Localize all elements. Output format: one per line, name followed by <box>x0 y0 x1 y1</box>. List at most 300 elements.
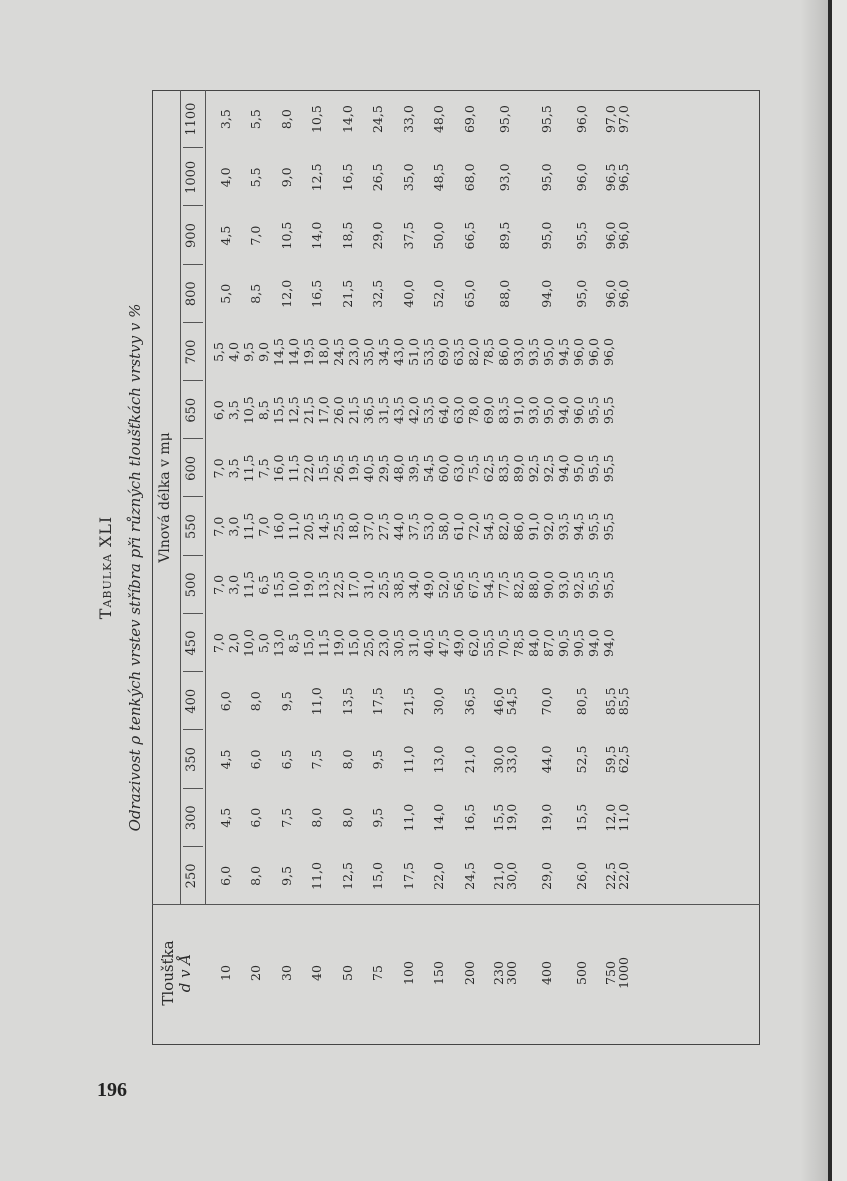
cell-value: 22,5 <box>602 861 618 890</box>
cell-value: 15,5 <box>574 803 589 832</box>
table-cell <box>595 789 639 847</box>
cell-value: 21,0 <box>461 745 477 774</box>
table-cell: 94,5 <box>571 512 586 541</box>
table-cell: 93,5 <box>556 512 571 541</box>
cell-value: 12,5 <box>339 861 355 890</box>
cell-value: 400 <box>539 961 554 985</box>
table-cell <box>454 672 485 730</box>
cell-value: 750 <box>602 961 618 985</box>
thickness-label <box>363 905 394 1041</box>
table-cell: 83,5 <box>496 454 511 483</box>
cell-value: 52,5 <box>574 745 589 774</box>
cell-value: 96,0 <box>615 221 631 250</box>
cell-value: 9,5 <box>278 691 294 712</box>
header-column-separator <box>183 497 203 498</box>
table-cell <box>241 672 272 730</box>
table-cell: 19,5 <box>346 454 361 483</box>
table-cell <box>454 730 485 788</box>
table-cell <box>454 90 485 148</box>
cell-value: 96,0 <box>574 105 589 134</box>
cell-value: 11,0 <box>309 687 325 716</box>
table-cell: 96,0 <box>571 338 586 366</box>
table-cell: 63,0 <box>451 454 466 483</box>
table-cell: 91,0 <box>511 396 526 425</box>
table-cell: 90,5 <box>556 629 571 657</box>
table-cell: 84,0 <box>526 629 541 657</box>
table-cell: 43,5 <box>391 396 406 425</box>
table-cell <box>485 730 525 788</box>
cell-value: 12,0 <box>602 803 618 832</box>
table-cell: 96,0 <box>571 396 586 425</box>
table-cell: 3,0 <box>226 516 241 537</box>
cell-value: 21,5 <box>400 687 416 716</box>
table-cell <box>302 847 333 905</box>
thickness-label <box>485 905 525 1041</box>
table-cell <box>569 847 595 905</box>
table-cell: 7,0 <box>211 633 226 653</box>
wavelength-column-header: 250 <box>184 863 199 889</box>
cell-value: 22,0 <box>431 861 447 890</box>
table-cell <box>454 148 485 206</box>
cell-value: 96,0 <box>602 221 618 250</box>
table-cell <box>525 148 569 206</box>
table-cell: 13,0 <box>271 629 286 657</box>
table-cell: 23,0 <box>346 338 361 366</box>
table-cell: 95,5 <box>601 512 616 541</box>
cell-value: 17,5 <box>400 861 416 890</box>
cell-value: 200 <box>461 961 477 985</box>
table-cell: 54,5 <box>421 454 436 483</box>
table-cell: 95,5 <box>586 512 601 541</box>
table-cell: 3,5 <box>226 458 241 479</box>
table-cell <box>271 730 302 788</box>
table-cell: 25,0 <box>361 629 376 657</box>
table-cell: 14,5 <box>316 512 331 541</box>
cell-value: 9,5 <box>278 865 294 886</box>
cell-value: 8,0 <box>339 807 355 828</box>
table-cell: 11,5 <box>286 454 301 483</box>
table-cell <box>393 672 424 730</box>
cell-value: 85,5 <box>615 687 631 716</box>
table-cell <box>363 265 394 323</box>
cell-value: 95,5 <box>539 105 554 134</box>
cell-value: 500 <box>574 961 589 985</box>
table-cell <box>302 148 333 206</box>
table-cell: 94,0 <box>601 629 616 657</box>
table-cell: 31,0 <box>406 629 421 657</box>
table-cell: 15,0 <box>346 629 361 657</box>
wavelength-column-header: 400 <box>184 688 199 714</box>
thickness-label <box>241 905 272 1041</box>
header-column-separator <box>183 322 203 323</box>
cell-value: 18,5 <box>339 221 355 250</box>
cell-value: 6,0 <box>248 807 264 828</box>
table-cell: 8,5 <box>256 400 271 421</box>
cell-value: 26,5 <box>370 163 386 192</box>
table-cell: 11,5 <box>241 454 256 483</box>
table-cell: 94,0 <box>586 629 601 657</box>
table-cell <box>302 265 333 323</box>
table-cell <box>393 206 424 264</box>
table-cell: 95,0 <box>541 338 556 366</box>
cell-value: 88,0 <box>497 279 512 308</box>
cell-value: 5,5 <box>248 109 264 130</box>
table-cell: 31,0 <box>361 570 376 599</box>
table-cell <box>332 789 363 847</box>
table-cell <box>424 789 455 847</box>
cell-value: 68,0 <box>461 163 477 192</box>
cell-value: 16,5 <box>461 803 477 832</box>
wavelength-column-header: 600 <box>184 455 199 481</box>
cell-value: 16,5 <box>309 279 325 308</box>
cell-value: 21,0 <box>490 861 506 890</box>
wavelength-column-header: 1000 <box>184 160 199 194</box>
table-cell: 26,0 <box>331 396 346 425</box>
cell-value: 33,0 <box>503 745 519 774</box>
table-cell <box>525 265 569 323</box>
cell-value: 94,0 <box>539 279 554 308</box>
table-cell: 53,5 <box>421 396 436 425</box>
table-cell <box>332 847 363 905</box>
table-cell <box>271 789 302 847</box>
table-cell <box>454 789 485 847</box>
cell-value: 26,0 <box>574 861 589 890</box>
cell-value: 95,0 <box>574 279 589 308</box>
table-cell: 92,5 <box>541 454 556 483</box>
table-cell: 49,0 <box>451 629 466 657</box>
table-cell: 15,5 <box>271 396 286 425</box>
cell-value: 36,5 <box>461 687 477 716</box>
header-column-separator <box>183 613 203 614</box>
table-cell <box>393 265 424 323</box>
table-cell: 34,0 <box>406 570 421 599</box>
table-cell: 93,0 <box>526 396 541 425</box>
table-cell: 18,0 <box>316 338 331 366</box>
cell-value: 9,5 <box>370 749 386 770</box>
table-cell: 96,0 <box>586 338 601 366</box>
table-cell <box>210 730 241 788</box>
table-cell <box>363 206 394 264</box>
header-column-separator <box>183 264 203 265</box>
table-cell <box>302 206 333 264</box>
table-cell: 92,5 <box>526 454 541 483</box>
table-cell: 9,0 <box>256 342 271 362</box>
wavelength-header: Vlnová délka v mμ <box>157 432 173 563</box>
table-cell: 30,5 <box>391 629 406 657</box>
table-cell <box>271 265 302 323</box>
thickness-header-line2: d v Å <box>176 953 194 993</box>
cell-value: 40 <box>309 965 325 981</box>
table-cell: 11,5 <box>316 629 331 657</box>
cell-value: 96,0 <box>615 279 631 308</box>
thickness-label <box>302 905 333 1041</box>
wavelength-column-header: 800 <box>184 281 199 307</box>
cell-value: 40,0 <box>400 279 416 308</box>
table-cell <box>485 148 525 206</box>
table-cell <box>485 847 525 905</box>
cell-value: 10,5 <box>278 221 294 250</box>
header-column-separator <box>183 555 203 556</box>
table-cell: 49,0 <box>421 570 436 599</box>
cell-value: 6,0 <box>248 749 264 770</box>
cell-value: 19,0 <box>539 803 554 832</box>
table-cell: 7,0 <box>211 574 226 595</box>
table-cell: 16,0 <box>271 454 286 483</box>
cell-value: 29,0 <box>539 861 554 890</box>
cell-value: 65,0 <box>461 279 477 308</box>
cell-value: 7,0 <box>248 225 264 246</box>
table-cell: 54,5 <box>481 512 496 541</box>
table-cell: 62,0 <box>466 629 481 657</box>
table-cell: 93,0 <box>556 570 571 599</box>
table-cell: 47,5 <box>436 629 451 657</box>
table-cell: 56,5 <box>451 570 466 599</box>
table-cell <box>332 730 363 788</box>
table-cell: 69,0 <box>481 396 496 425</box>
header-divider <box>180 90 181 905</box>
table-cell: 95,5 <box>601 454 616 483</box>
table-cell <box>241 847 272 905</box>
header-bottom-divider <box>205 90 206 905</box>
table-cell <box>302 730 333 788</box>
cell-value: 30,0 <box>490 745 506 774</box>
table-cell <box>302 789 333 847</box>
cell-value: 14,0 <box>431 803 447 832</box>
table-cell <box>595 206 639 264</box>
table-cell: 86,0 <box>511 512 526 541</box>
table-cell: 54,5 <box>481 570 496 599</box>
header-column-separator <box>183 729 203 730</box>
cell-value: 32,5 <box>370 279 386 308</box>
header-column-separator <box>183 147 203 148</box>
table-cell: 95,5 <box>586 570 601 599</box>
cell-value: 62,5 <box>615 745 631 774</box>
cell-value: 10,5 <box>309 105 325 134</box>
table-cell: 5,0 <box>256 633 271 653</box>
table-cell: 37,5 <box>406 512 421 541</box>
table-cell: 23,0 <box>376 629 391 657</box>
table-cell: 78,5 <box>511 629 526 657</box>
table-cell: 87,0 <box>541 629 556 657</box>
table-cell <box>595 90 639 148</box>
table-cell: 93,0 <box>511 338 526 366</box>
cell-value: 24,5 <box>461 861 477 890</box>
table-cell: 48,0 <box>391 454 406 483</box>
table-cell: 51,0 <box>406 338 421 366</box>
wavelength-column-header: 1100 <box>184 102 199 136</box>
table-cell: 8,5 <box>286 633 301 653</box>
table-cell <box>525 206 569 264</box>
cell-value: 10 <box>217 965 233 981</box>
cell-value: 96,5 <box>602 163 618 192</box>
cell-value: 59,5 <box>602 745 618 774</box>
cell-value: 17,5 <box>370 687 386 716</box>
table-cell: 83,5 <box>496 396 511 425</box>
table-cell: 26,5 <box>331 454 346 483</box>
table-cell: 55,5 <box>481 629 496 657</box>
table-cell <box>363 148 394 206</box>
table-cell: 6,0 <box>211 400 226 421</box>
table-cell: 72,0 <box>466 512 481 541</box>
table-cell <box>454 847 485 905</box>
cell-value: 97,0 <box>602 105 618 134</box>
table-cell: 17,0 <box>346 570 361 599</box>
table-cell: 13,5 <box>316 570 331 599</box>
table-cell <box>302 672 333 730</box>
thickness-label <box>210 905 241 1041</box>
wavelength-column-header: 500 <box>184 572 199 598</box>
table-cell: 60,0 <box>436 454 451 483</box>
table-cell <box>424 265 455 323</box>
table-cell <box>210 90 241 148</box>
table-caption: Odrazivost ρ tenkých vrstev stříbra při různých tloušťkách vrstvy v % <box>126 303 144 832</box>
table-cell: 25,5 <box>331 512 346 541</box>
table-cell: 82,0 <box>496 512 511 541</box>
cell-value: 95,5 <box>574 221 589 250</box>
table-cell <box>525 789 569 847</box>
table-cell: 89,0 <box>511 454 526 483</box>
table-cell: 63,0 <box>451 396 466 425</box>
table-cell: 95,5 <box>601 396 616 425</box>
cell-value: 93,0 <box>497 163 512 192</box>
table-cell: 34,5 <box>376 338 391 366</box>
table-cell: 82,5 <box>511 570 526 599</box>
table-cell: 38,5 <box>391 570 406 599</box>
table-cell: 40,5 <box>361 454 376 483</box>
header-column-separator <box>183 380 203 381</box>
table-cell: 11,5 <box>241 570 256 599</box>
wavelength-column-header: 650 <box>184 397 199 423</box>
cell-value: 100 <box>400 961 416 985</box>
table-cell: 94,5 <box>556 338 571 366</box>
table-cell <box>525 730 569 788</box>
table-cell: 7,5 <box>256 458 271 479</box>
thickness-header-line1: Tloušťka <box>159 940 177 1006</box>
table-cell <box>595 148 639 206</box>
table-cell: 96,0 <box>601 338 616 366</box>
table-cell: 70,5 <box>496 629 511 657</box>
cell-value: 95,0 <box>539 221 554 250</box>
table-cell <box>393 847 424 905</box>
cell-value: 8,0 <box>339 749 355 770</box>
table-cell: 53,0 <box>421 512 436 541</box>
cell-value: 14,0 <box>309 221 325 250</box>
cell-value: 24,5 <box>370 105 386 134</box>
table-cell <box>271 148 302 206</box>
cell-value: 150 <box>431 961 447 985</box>
table-cell: 40,5 <box>421 629 436 657</box>
table-cell: 86,0 <box>496 338 511 366</box>
table-cell <box>424 90 455 148</box>
table-cell: 27,5 <box>376 512 391 541</box>
table-cell: 61,0 <box>451 512 466 541</box>
table-cell: 3,5 <box>226 400 241 421</box>
cell-value: 12,0 <box>278 279 294 308</box>
table-cell: 67,5 <box>466 570 481 599</box>
cell-value: 5,0 <box>217 283 233 304</box>
table-cell <box>332 672 363 730</box>
cell-value: 50,0 <box>431 221 447 250</box>
table-cell: 19,0 <box>331 629 346 657</box>
cell-value: 8,0 <box>278 109 294 130</box>
header-column-separator <box>183 788 203 789</box>
table-cell <box>569 148 595 206</box>
table-cell: 42,0 <box>406 396 421 425</box>
thickness-header <box>160 905 194 1041</box>
table-cell: 94,0 <box>556 454 571 483</box>
table-cell <box>363 672 394 730</box>
table-cell: 91,0 <box>526 512 541 541</box>
cell-value: 96,5 <box>615 163 631 192</box>
cell-value: 4,5 <box>217 749 233 770</box>
table-cell: 18,0 <box>346 512 361 541</box>
table-cell: 64,0 <box>436 396 451 425</box>
cell-value: 4,0 <box>217 167 233 188</box>
cell-value: 80,5 <box>574 687 589 716</box>
cell-value: 30,0 <box>503 861 519 890</box>
table-cell <box>569 206 595 264</box>
table-cell <box>363 847 394 905</box>
cell-value: 6,0 <box>217 691 233 712</box>
table-cell <box>424 730 455 788</box>
cell-value: 1000 <box>615 957 631 989</box>
table-cell: 37,0 <box>361 512 376 541</box>
table-cell <box>332 265 363 323</box>
cell-value: 22,0 <box>615 861 631 890</box>
table-cell: 4,0 <box>226 342 241 362</box>
cell-value: 4,5 <box>217 225 233 246</box>
cell-value: 54,5 <box>503 687 519 716</box>
table-cell: 75,5 <box>466 454 481 483</box>
table-cell: 94,0 <box>556 396 571 425</box>
table-cell: 11,0 <box>286 512 301 541</box>
table-cell: 95,5 <box>601 570 616 599</box>
cell-value: 8,0 <box>309 807 325 828</box>
table-cell <box>569 265 595 323</box>
wavelength-column-header: 300 <box>184 805 199 831</box>
table-cell <box>569 789 595 847</box>
table-cell: 7,0 <box>256 516 271 537</box>
thickness-label <box>569 905 595 1041</box>
table-cell: 95,0 <box>571 454 586 483</box>
table-cell: 21,5 <box>346 396 361 425</box>
table-cell <box>393 148 424 206</box>
cell-value: 96,0 <box>574 163 589 192</box>
table-cell: 12,5 <box>286 396 301 425</box>
table-cell: 11,5 <box>241 512 256 541</box>
table-cell <box>595 265 639 323</box>
table-cell <box>363 789 394 847</box>
table-cell: 43,0 <box>391 338 406 366</box>
cell-value: 7,5 <box>309 749 325 770</box>
cell-value: 95,0 <box>497 105 512 134</box>
wavelength-column-header: 900 <box>184 223 199 248</box>
cell-value: 52,0 <box>431 279 447 308</box>
cell-value: 37,5 <box>400 221 416 250</box>
table-cell <box>485 672 525 730</box>
table-cell <box>393 730 424 788</box>
cell-value: 8,0 <box>248 865 264 886</box>
table-cell: 82,0 <box>466 338 481 366</box>
thickness-label <box>424 905 455 1041</box>
table-cell: 15,0 <box>301 629 316 657</box>
table-cell <box>569 672 595 730</box>
table-cell: 22,0 <box>301 454 316 483</box>
table-cell: 39,5 <box>406 454 421 483</box>
header-column-separator <box>183 205 203 206</box>
cell-value: 96,0 <box>602 279 618 308</box>
cell-value: 13,5 <box>339 687 355 716</box>
